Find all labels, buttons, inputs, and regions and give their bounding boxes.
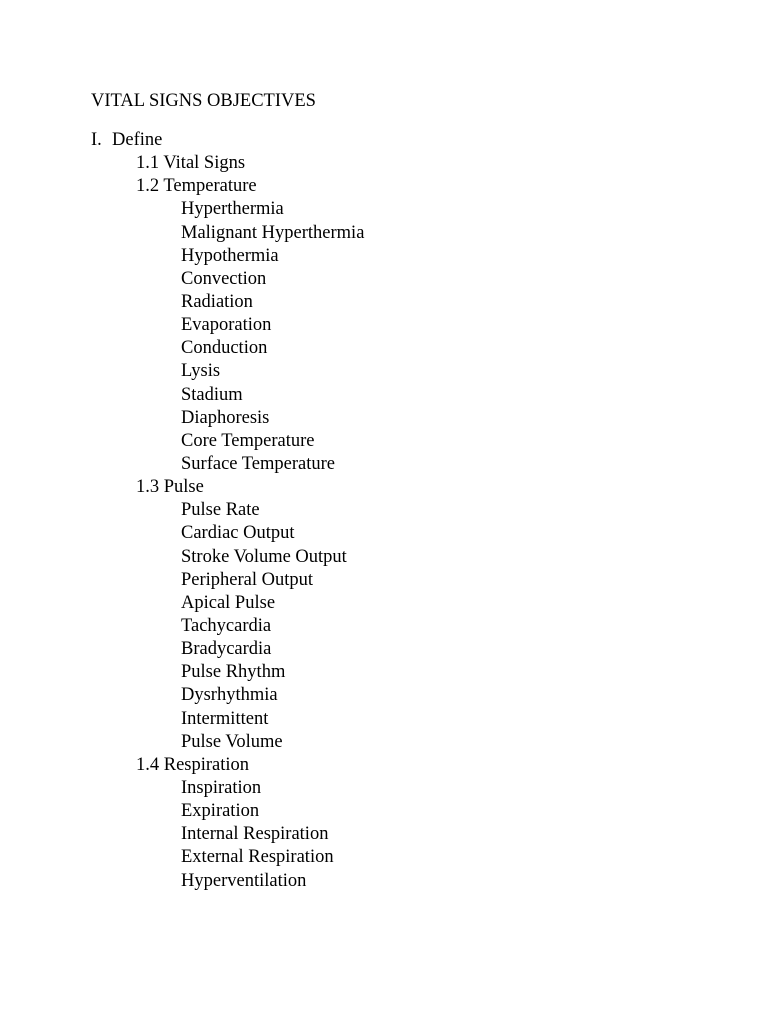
term-item: Hyperventilation (181, 870, 307, 891)
section-label: Define (112, 130, 163, 150)
subsection-heading: 1.3 Pulse (136, 477, 204, 498)
subsection-heading: 1.2 Temperature (136, 176, 257, 197)
subsection-heading: 1.1 Vital Signs (136, 153, 246, 174)
objectives-outline (91, 129, 364, 893)
term-item: Peripheral Output (181, 569, 314, 590)
section-heading (91, 129, 364, 152)
term-item: Tachycardia (181, 615, 272, 636)
term-item: Dysrhythmia (181, 685, 278, 706)
term-item: Hyperthermia (181, 199, 284, 220)
document-title: VITAL SIGNS OBJECTIVES (91, 91, 316, 111)
term-item: Lysis (181, 361, 221, 382)
term-item: Radiation (181, 291, 253, 312)
term-item: Surface Temperature (181, 453, 335, 474)
term-item: Bradycardia (181, 639, 272, 660)
term-item: Conduction (181, 338, 268, 359)
term-item: Internal Respiration (181, 824, 329, 845)
term-item: External Respiration (181, 847, 334, 868)
term-item: Inspiration (181, 777, 262, 798)
term-item: Diaphoresis (181, 407, 270, 428)
term-item: Convection (181, 268, 267, 289)
term-item: Stadium (181, 384, 243, 405)
term-item: Pulse Rate (181, 500, 260, 521)
term-item: Stroke Volume Output (181, 546, 347, 567)
term-item: Expiration (181, 801, 260, 822)
term-item: Evaporation (181, 315, 272, 336)
section-numeral: I. (91, 130, 102, 150)
term-item: Apical Pulse (181, 592, 276, 613)
term-item: Pulse Rhythm (181, 662, 286, 683)
term-item: Pulse Volume (181, 731, 283, 752)
term-item: Malignant Hyperthermia (181, 222, 365, 243)
term-item: Cardiac Output (181, 523, 295, 544)
term-item: Intermittent (181, 708, 269, 729)
subsection-heading: 1.4 Respiration (136, 754, 250, 775)
term-item: Core Temperature (181, 430, 315, 451)
term-item: Hypothermia (181, 245, 279, 266)
